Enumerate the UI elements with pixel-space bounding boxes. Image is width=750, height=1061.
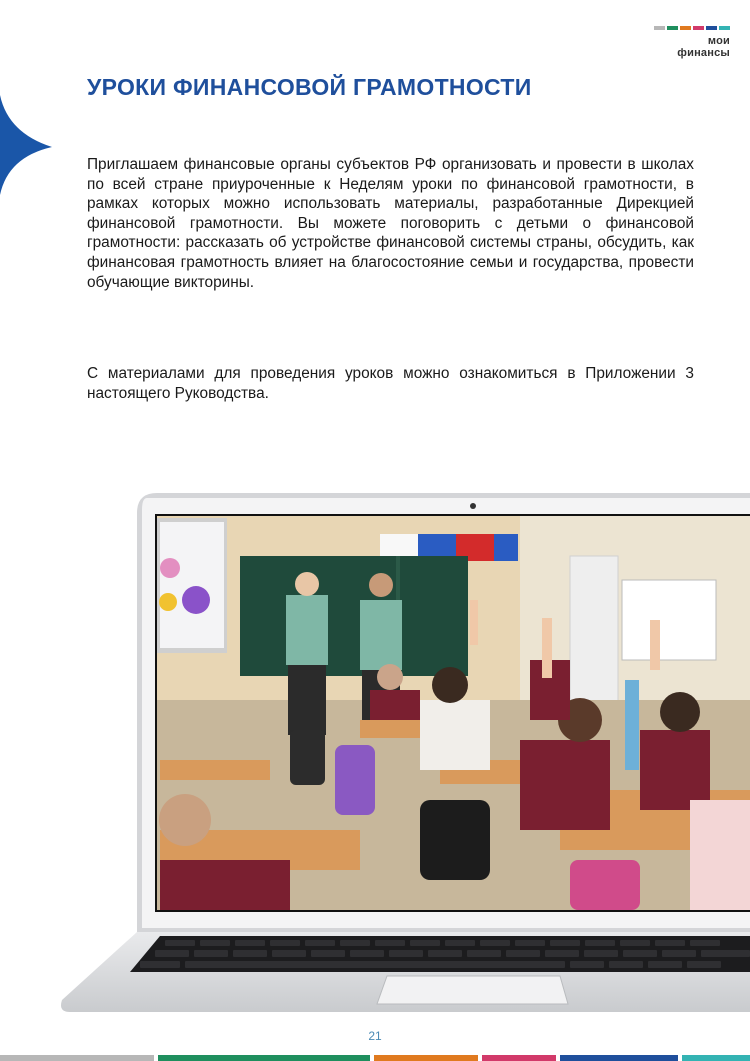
- footer-color-bar: [0, 1055, 750, 1061]
- footer-bar-teal: [682, 1055, 750, 1061]
- page-number: 21: [368, 1029, 382, 1043]
- footer-bar-green: [158, 1055, 370, 1061]
- footer-bar-blue: [560, 1055, 678, 1061]
- logo-text: мои финансы: [677, 35, 730, 59]
- page-title: УРОКИ ФИНАНСОВОЙ ГРАМОТНОСТИ: [87, 74, 532, 100]
- webcam-icon: [470, 503, 476, 509]
- classroom-photo: [157, 516, 750, 910]
- footer-bar-pink: [482, 1055, 556, 1061]
- materials-paragraph: С материалами для проведения уроков можно ознакомиться в Приложении 3 настоящего Руководства.: [87, 365, 694, 402]
- footer-bar-grey: [0, 1055, 154, 1061]
- touchpad: [377, 976, 568, 1004]
- intro-paragraph: Приглашаем финансовые органы субъектов РФ организовать и провести в школах по всей стране приуроченные к Неделям уроки по финансовой грамотности, в рамках которых можно использовать материалы, разработанные Дирекцией финансовой грамотности. Вы можете поговорить с детьми о финансовой грамотности: рассказать об устройстве финансовой системы страны, обсудить, как финансовая грамотность влияет на благосостояние семьи и государства, провести обучающие викторины.: [87, 156, 694, 291]
- footer-bar-orange: [374, 1055, 478, 1061]
